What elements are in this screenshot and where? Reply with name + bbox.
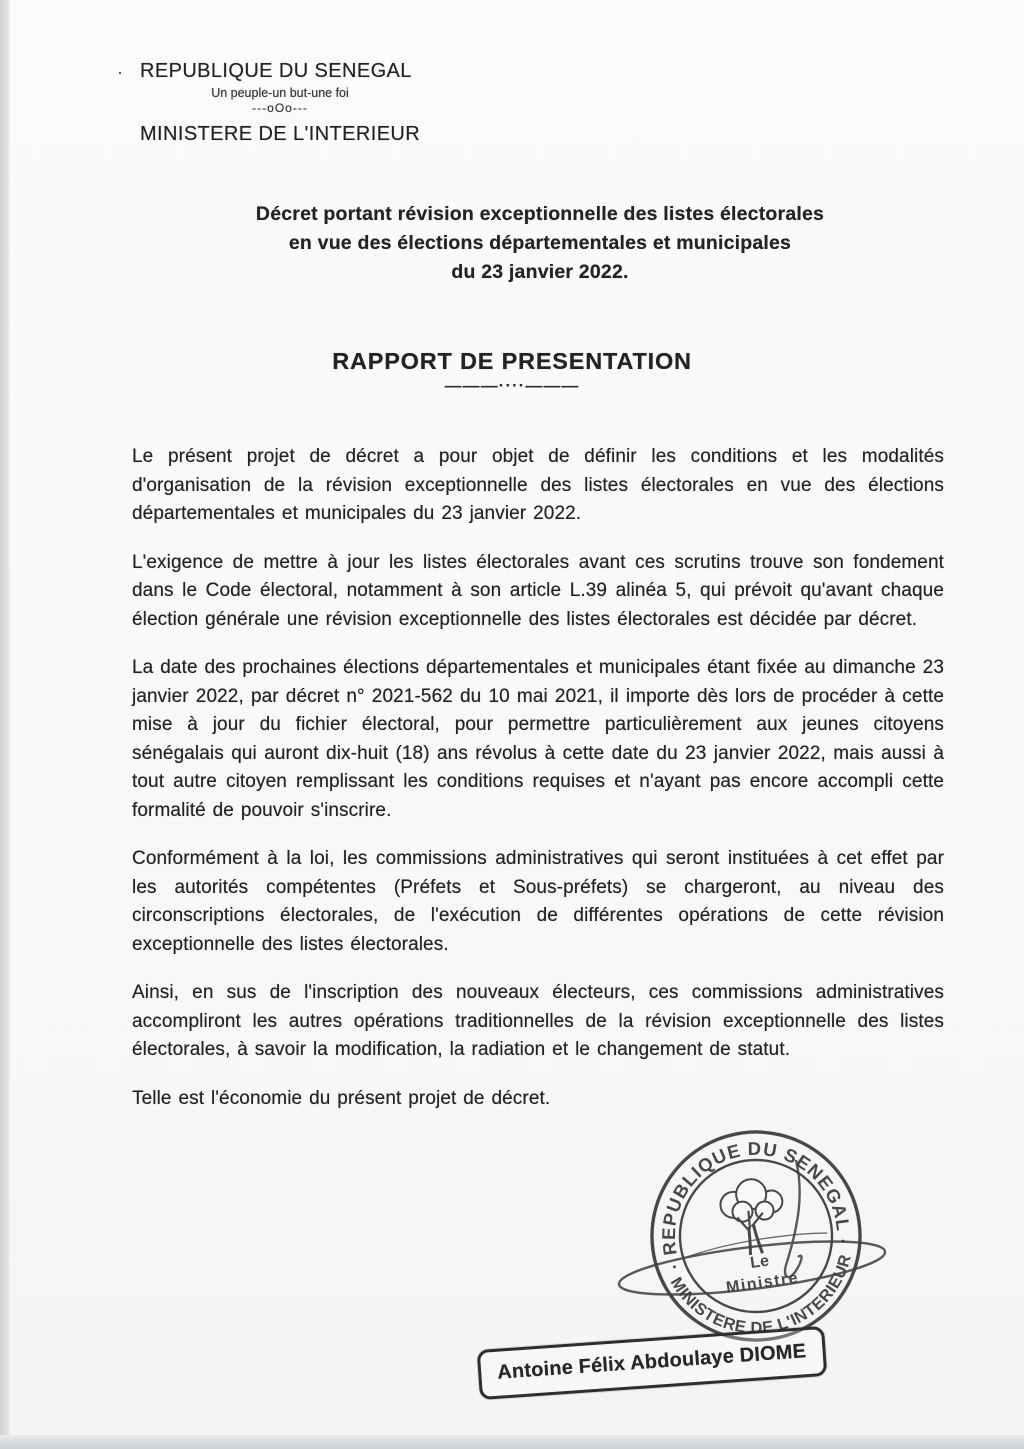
country-name: REPUBLIQUE DU SENEGAL	[140, 60, 412, 82]
seal-minister-label-ministre: Ministre	[725, 1269, 801, 1297]
paragraph-3: La date des prochaines élections départementales et municipales étant fixée au dimanche 23 janvier 2022, par décret n° 2021-562 du 10 mai 2021, il importe dès lors de procéder à cette mise à jour du fichier électoral, pour permettre particulièrement aux jeunes citoyens sénégalais qui auront dix-huit (18) ans révolus à cette date du 23 janvier 2022, mais aussi à tout autre citoyen remplissant les conditions requises et n'ayant pas encore accompli cette formalité de pouvoir s'inscrire.	[132, 657, 944, 821]
paragraph-4: Conformément à la loi, les commissions administratives qui seront instituées à cet effet par les autorités compétentes (Préfets et Sous-préfets) se chargeront, au niveau des circonscriptions électorales, de l'exécution de différentes opérations de cette révision exceptionnelle des listes électorales.	[132, 848, 944, 955]
decree-title	[170, 200, 910, 287]
paragraph-1: Le présent projet de décret a pour objet de définir les conditions et les modalités d'organisation de la révision exceptionnelle des listes électorales en vue des élections départementales et municipales du 23 janvier 2022.	[132, 446, 944, 524]
paragraph-5: Ainsi, en sus de l'inscription des nouveaux électeurs, ces commissions administratives accompliront les autres opérations traditionnelles de la révision exceptionnelle des listes électorales, à savoir la modification, la radiation et le changement de statut.	[132, 982, 944, 1060]
seal-minister-label-le: Le	[749, 1252, 771, 1272]
report-body	[132, 443, 944, 1133]
scan-artifact-dot: ·	[117, 62, 123, 82]
scanner-edge-left	[0, 0, 10, 1449]
seal-bottom-text: MINISTERE DE L'INTERIEUR	[666, 1252, 855, 1338]
seal-top-text: · REPUBLIQUE DU SENEGAL ·	[657, 1137, 855, 1274]
national-motto: Un peuple-un but-une foi	[211, 86, 349, 100]
paragraph-6: Telle est l'économie du présent projet de décret.	[132, 1087, 551, 1109]
letterhead	[140, 60, 470, 146]
heading-underline-ornament: ———····———	[444, 376, 580, 395]
decree-title-line-2: en vue des élections départementales et municipales	[288, 232, 792, 254]
ministry-name: MINISTERE DE L'INTERIEUR	[140, 123, 421, 145]
paragraph-2: L'exigence de mettre à jour les listes électorales avant ces scrutins trouve son fondement dans le Code électoral, notamment à son article L.39 alinéa 5, qui prévoit qu'avant chaque élection générale une révision exceptionnelle des listes électorales est décidée par décret.	[132, 551, 944, 630]
minister-name: Antoine Félix Abdoulaye DIOME	[496, 1340, 807, 1384]
decree-title-line-3: du 23 janvier 2022.	[451, 261, 629, 283]
ooo-separator: ---oOo---	[252, 101, 308, 115]
scanner-edge-bottom	[0, 1435, 1024, 1449]
decree-title-line-1: Décret portant révision exceptionnelle des listes électorales	[255, 203, 825, 225]
report-heading: RAPPORT DE PRESENTATION	[332, 348, 692, 374]
